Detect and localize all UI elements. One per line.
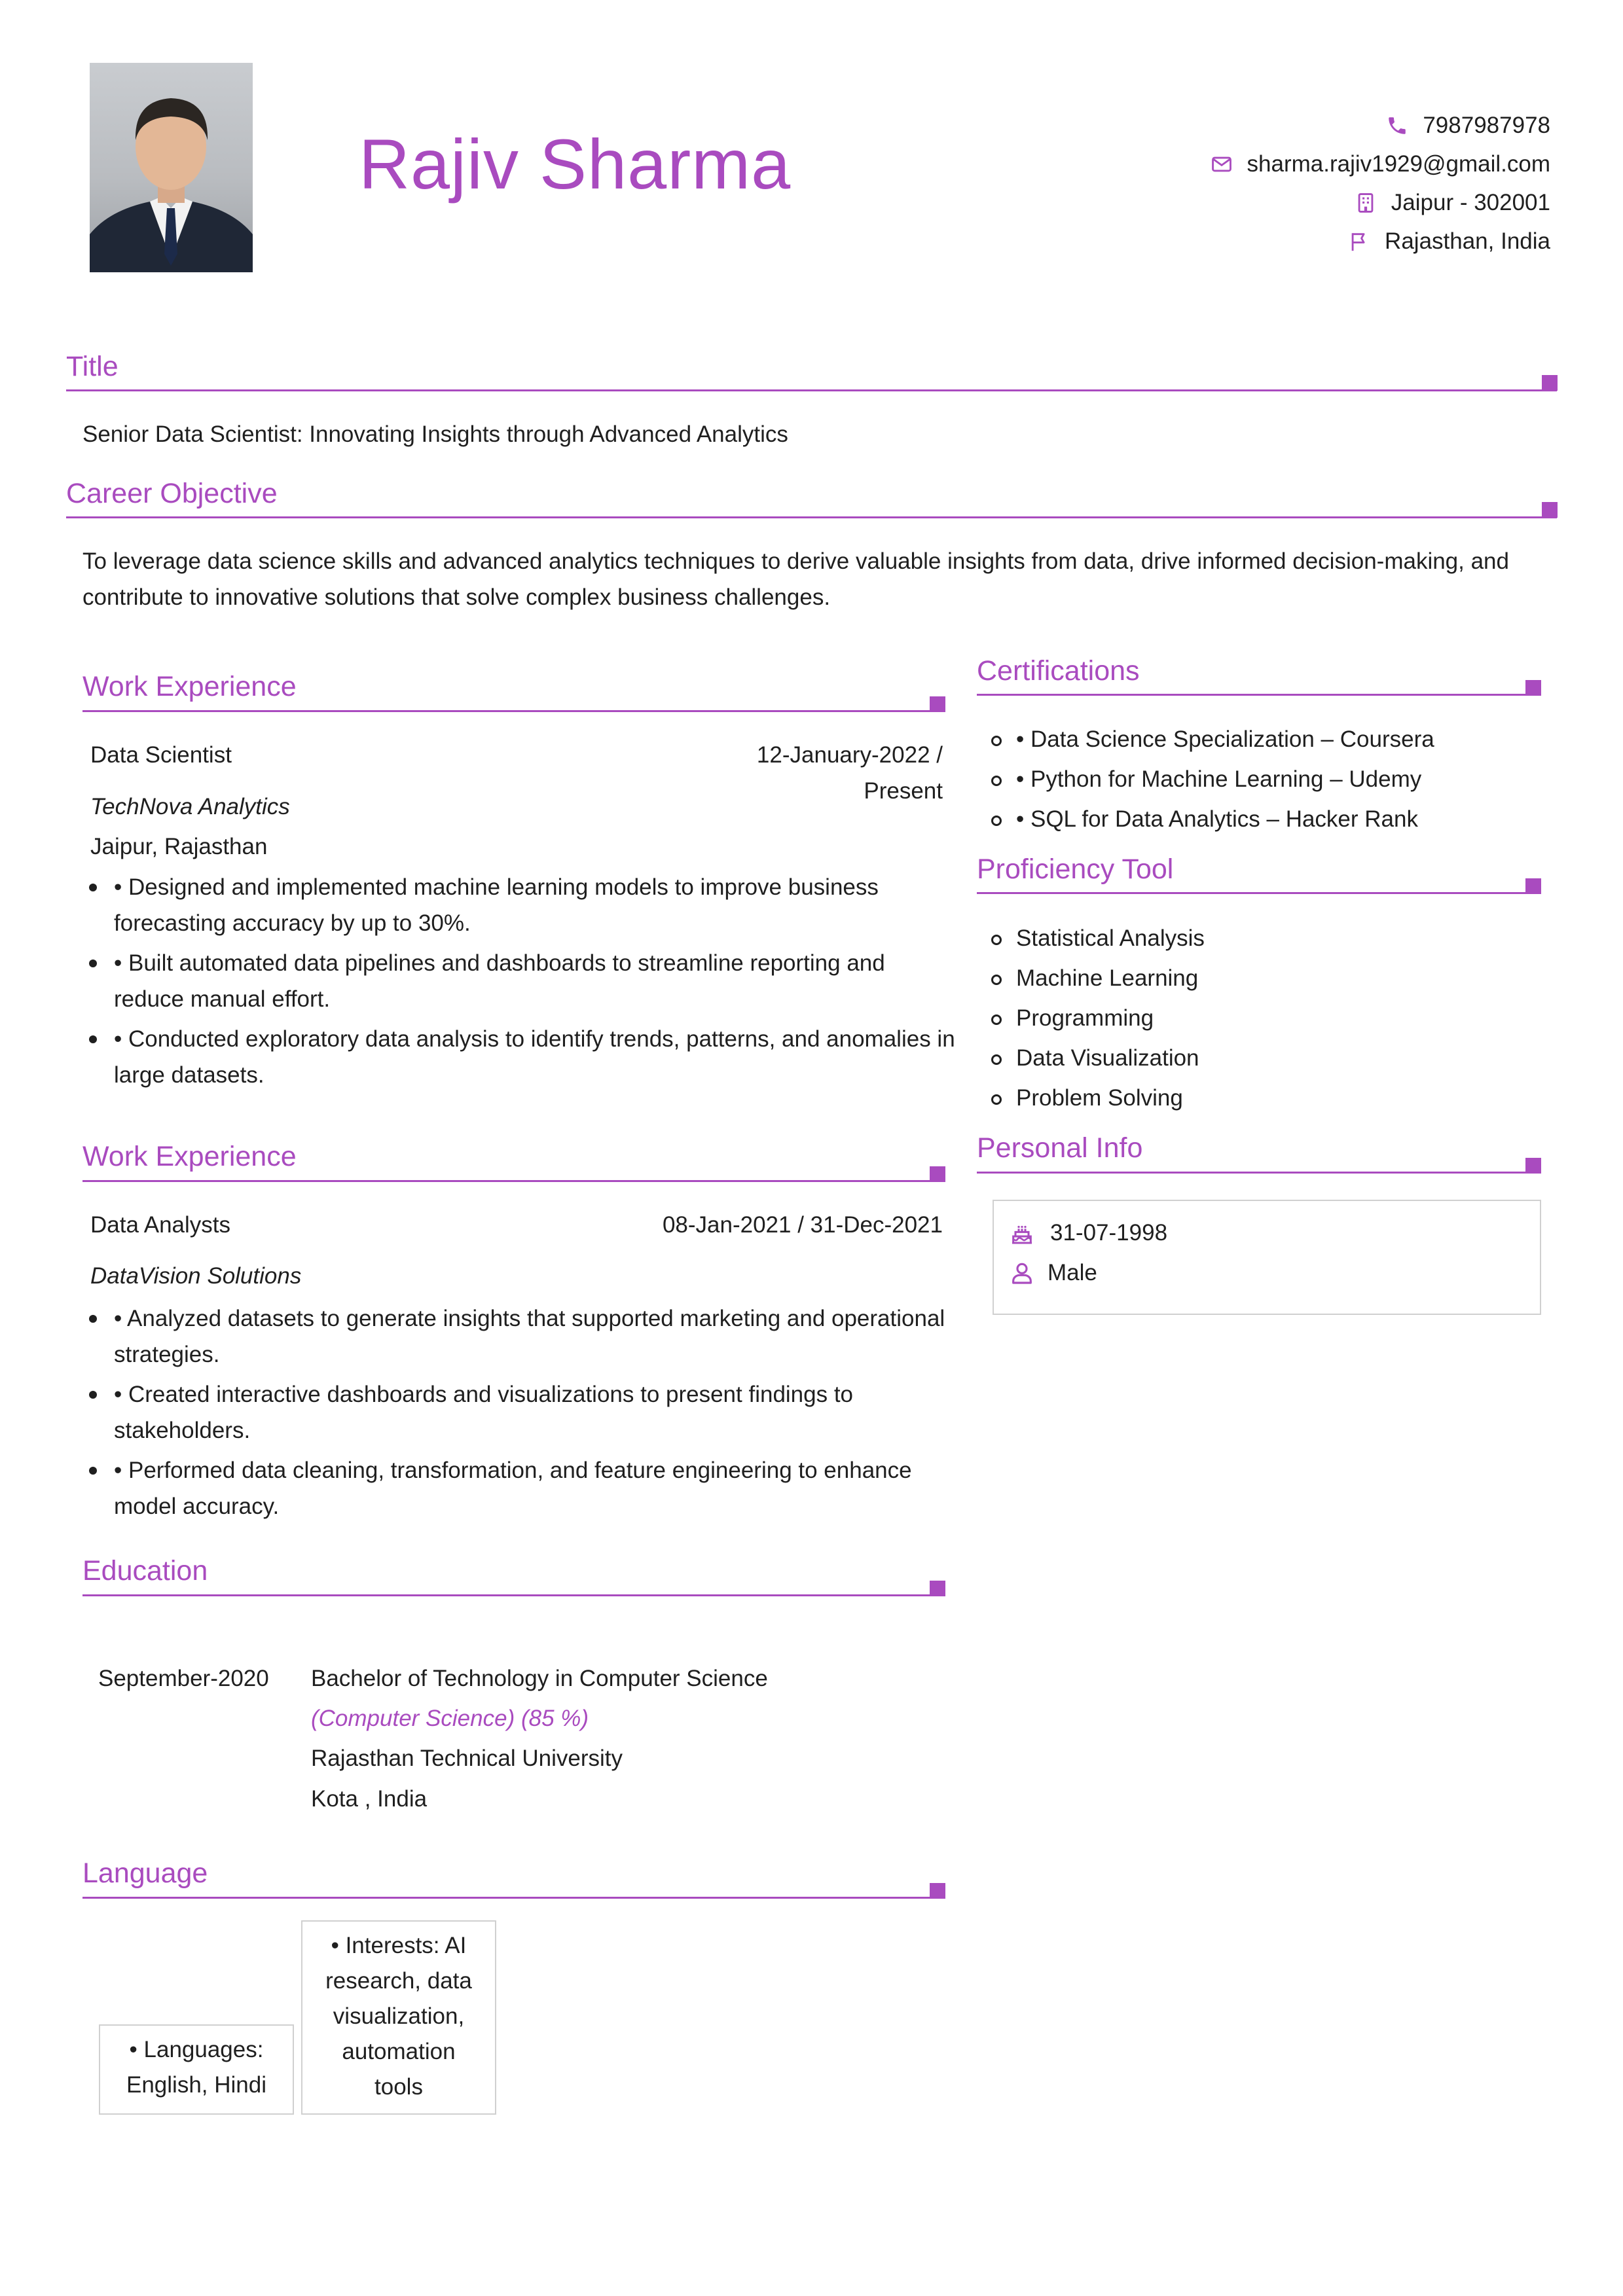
job-bullet-cont: strategies. — [114, 1342, 220, 1367]
education-location: Kota , India — [311, 1786, 428, 1812]
list-ring — [991, 816, 1002, 826]
work-rule — [82, 1180, 945, 1182]
flag-icon — [1348, 230, 1370, 253]
job-bullet: • Conducted exploratory data analysis to identify trends, patterns, and anomalies in — [114, 1026, 955, 1052]
contact-city — [1355, 190, 1550, 216]
proficiency-item: Machine Learning — [1016, 965, 1199, 991]
title-marker — [1542, 375, 1558, 391]
job-role: Data Scientist — [90, 742, 232, 768]
education-date: September-2020 — [98, 1666, 269, 1691]
phone-text: 7987987978 — [1423, 113, 1550, 138]
education-field: (Computer Science) (85 %) — [311, 1706, 589, 1731]
job-company: TechNova Analytics — [90, 794, 290, 819]
certifications-marker — [1525, 680, 1541, 696]
interests-line: visualization, — [333, 2003, 465, 2029]
job-bullet-cont: model accuracy. — [114, 1494, 280, 1519]
objective-heading: Career Objective — [66, 478, 278, 509]
job-bullet-cont: reduce manual effort. — [114, 986, 331, 1012]
interests-line: • Interests: AI — [331, 1933, 467, 1958]
job-dates: 08-Jan-2021 / 31-Dec-2021 — [662, 1212, 943, 1238]
contact-region — [1348, 228, 1550, 255]
education-degree: Bachelor of Technology in Computer Science — [311, 1666, 768, 1691]
proficiency-marker — [1525, 878, 1541, 894]
objective-line-1: To leverage data science skills and advanced analytics techniques to derive valuable insights from data, drive informed decision-making, and — [82, 548, 1509, 574]
bullet-dot — [89, 960, 97, 967]
work-heading: Work Experience — [82, 671, 297, 702]
certification-item: • Data Science Specialization – Coursera — [1016, 726, 1434, 752]
proficiency-heading: Proficiency Tool — [977, 853, 1174, 885]
interests-line: tools — [374, 2074, 423, 2100]
list-ring — [991, 935, 1002, 945]
objective-marker — [1542, 502, 1558, 518]
interests-line: automation — [342, 2039, 456, 2064]
proficiency-rule — [977, 892, 1541, 894]
education-rule — [82, 1594, 945, 1596]
language-marker — [930, 1883, 945, 1899]
interests-line: research, data — [325, 1968, 472, 1994]
work-marker — [930, 696, 945, 712]
job-location: Jaipur, Rajasthan — [90, 834, 268, 859]
city-text: Jaipur - 302001 — [1391, 190, 1550, 215]
title-rule — [66, 389, 1557, 391]
contact-email — [1211, 151, 1550, 177]
job-bullet: • Designed and implemented machine learning models to improve business — [114, 874, 879, 900]
list-ring — [991, 975, 1002, 985]
language-heading: Language — [82, 1857, 208, 1889]
job-company: DataVision Solutions — [90, 1263, 302, 1289]
objective-line-2: contribute to innovative solutions that solve complex business challenges. — [82, 584, 831, 610]
proficiency-item: Programming — [1016, 1005, 1154, 1031]
job-role: Data Analysts — [90, 1212, 230, 1238]
job-bullet-cont: forecasting accuracy by up to 30%. — [114, 910, 471, 936]
list-ring — [991, 1054, 1002, 1065]
building-icon — [1355, 192, 1377, 214]
objective-rule — [66, 516, 1557, 518]
certifications-rule — [977, 694, 1541, 696]
job-bullet: • Created interactive dashboards and visualizations to present findings to — [114, 1382, 854, 1407]
bullet-dot — [89, 884, 97, 891]
personal-marker — [1525, 1158, 1541, 1174]
candidate-name: Rajiv Sharma — [359, 124, 792, 204]
region-text: Rajasthan, India — [1385, 228, 1550, 254]
job-bullet: • Performed data cleaning, transformation, and feature engineering to enhance — [114, 1458, 912, 1483]
work-rule — [82, 710, 945, 712]
bullet-dot — [89, 1467, 97, 1475]
contact-phone — [1386, 113, 1550, 139]
list-ring — [991, 1014, 1002, 1025]
profile-photo — [90, 63, 253, 272]
phone-icon — [1386, 115, 1408, 137]
list-ring — [991, 776, 1002, 786]
language-rule — [82, 1897, 945, 1899]
languages-line: • Languages: — [129, 2037, 264, 2062]
proficiency-item: Problem Solving — [1016, 1085, 1183, 1111]
bullet-dot — [89, 1391, 97, 1399]
job-bullet: • Analyzed datasets to generate insights that supported marketing and operational — [114, 1306, 945, 1331]
certification-item: • Python for Machine Learning – Udemy — [1016, 766, 1422, 792]
envelope-icon — [1211, 153, 1233, 175]
bullet-dot — [89, 1315, 97, 1323]
education-university: Rajasthan Technical University — [311, 1746, 623, 1771]
personal-rule — [977, 1172, 1541, 1174]
work-marker — [930, 1166, 945, 1182]
work-heading: Work Experience — [82, 1141, 297, 1172]
list-ring — [991, 1094, 1002, 1105]
languages-box — [99, 2024, 294, 2115]
certifications-heading: Certifications — [977, 655, 1140, 687]
interests-box — [301, 1920, 496, 2115]
languages-line: English, Hindi — [126, 2072, 266, 2098]
job-bullet-cont: large datasets. — [114, 1062, 264, 1088]
email-text: sharma.rajiv1929@gmail.com — [1247, 151, 1550, 177]
job-dates: 12-January-2022 / Present — [756, 742, 943, 804]
proficiency-item: Statistical Analysis — [1016, 925, 1205, 951]
bullet-dot — [89, 1035, 97, 1043]
title-text: Senior Data Scientist: Innovating Insights through Advanced Analytics — [82, 422, 788, 447]
education-heading: Education — [82, 1555, 208, 1587]
certification-item: • SQL for Data Analytics – Hacker Rank — [1016, 806, 1418, 832]
education-marker — [930, 1581, 945, 1596]
dob-text: 31-07-1998 — [1050, 1220, 1168, 1246]
birthday-cake-icon — [1009, 1220, 1035, 1246]
gender-text: Male — [1048, 1260, 1097, 1285]
user-icon — [1009, 1260, 1035, 1286]
list-ring — [991, 736, 1002, 746]
title-heading: Title — [66, 351, 119, 382]
job-bullet-cont: stakeholders. — [114, 1418, 251, 1443]
personal-heading: Personal Info — [977, 1132, 1143, 1164]
proficiency-item: Data Visualization — [1016, 1045, 1199, 1071]
job-bullet: • Built automated data pipelines and dashboards to streamline reporting and — [114, 950, 885, 976]
